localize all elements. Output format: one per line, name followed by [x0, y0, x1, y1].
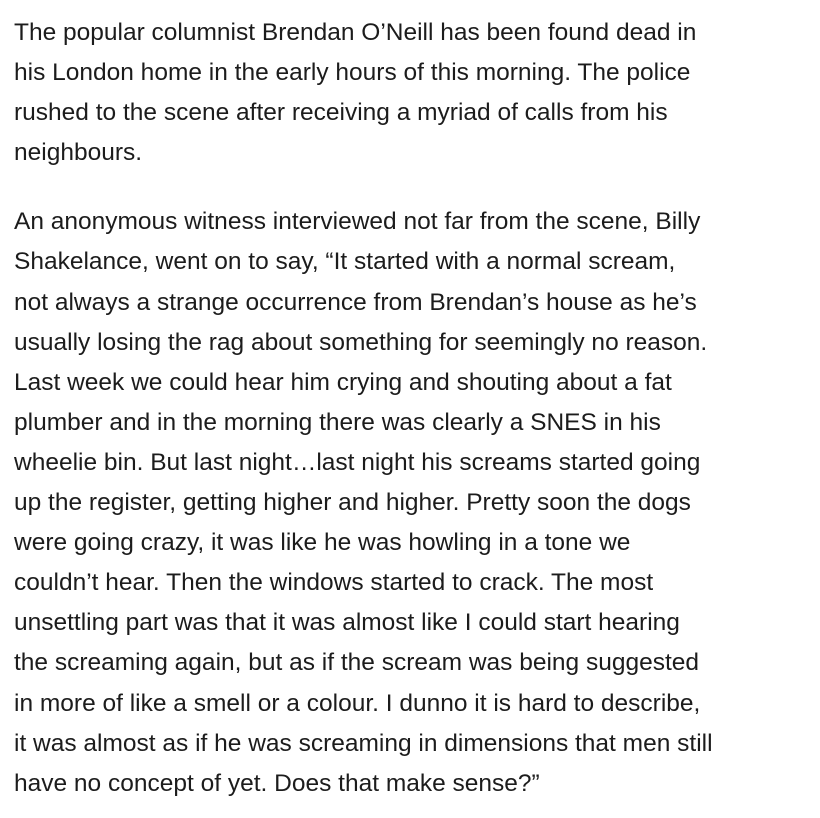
paragraph-line: unsettling part was that it was almost like I could start hearing [14, 609, 680, 637]
paragraph-line: were going crazy, it was like he was howling in a tone we [14, 529, 631, 557]
paragraph-line: have no concept of yet. Does that make sense?” [14, 769, 540, 797]
paragraph-line: An anonymous witness interviewed not far from the scene, Billy [14, 208, 701, 236]
paragraph-line: usually losing the rag about something for seemingly no reason. [14, 328, 708, 356]
paragraph-1 [14, 13, 814, 173]
paragraph-line: up the register, getting higher and higher. Pretty soon the dogs [14, 489, 691, 517]
article-body [14, 13, 814, 804]
paragraph-line: in more of like a smell or a colour. I dunno it is hard to describe, [14, 689, 701, 717]
paragraph-line: Last week we could hear him crying and shouting about a fat [14, 368, 672, 396]
paragraph-line: it was almost as if he was screaming in dimensions that men still [14, 729, 713, 757]
paragraph-2 [14, 202, 814, 803]
paragraph-line: his London home in the early hours of this morning. The police [14, 59, 691, 87]
paragraph-line: plumber and in the morning there was clearly a SNES in his [14, 408, 661, 436]
paragraph-line: Shakelance, went on to say, “It started with a normal scream, [14, 248, 676, 276]
paragraph-line: neighbours. [14, 139, 143, 167]
paragraph-line: The popular columnist Brendan O’Neill has been found dead in [14, 19, 697, 46]
paragraph-line: the screaming again, but as if the scream was being suggested [14, 649, 700, 677]
paragraph-line: rushed to the scene after receiving a myriad of calls from his [14, 99, 668, 127]
paragraph-line: couldn’t hear. Then the windows started to crack. The most [14, 569, 654, 597]
paragraph-line: not always a strange occurrence from Brendan’s house as he’s [14, 288, 697, 316]
paragraph-line: wheelie bin. But last night…last night his screams started going [14, 448, 701, 476]
